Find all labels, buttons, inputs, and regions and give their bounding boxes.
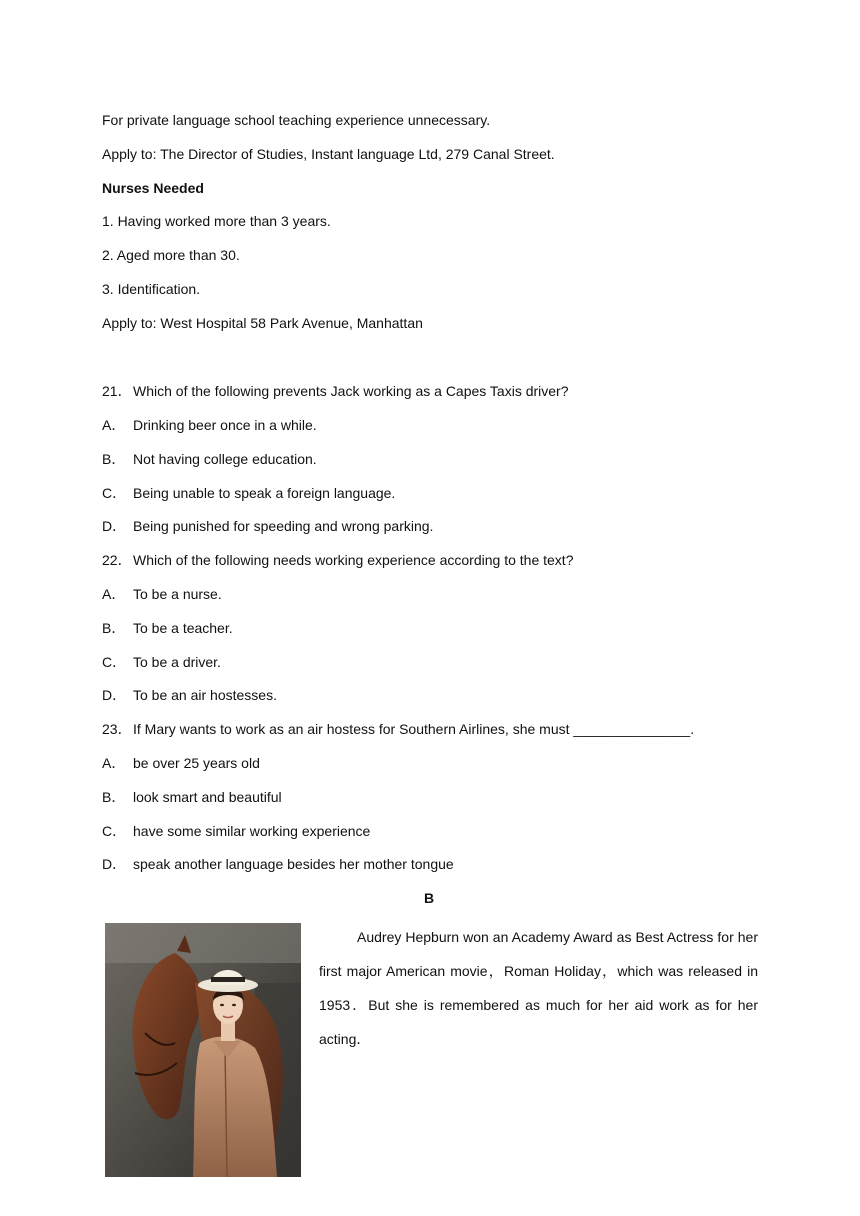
option-letter: A． <box>102 586 126 602</box>
option-text: Being unable to speak a foreign language. <box>133 485 396 501</box>
option-letter: B． <box>102 620 126 636</box>
teacher-ad-apply: Apply to: The Director of Studies, Instant language Ltd, 279 Canal Street. <box>102 146 555 162</box>
question-number: 22． <box>102 552 132 568</box>
question-number: 23． <box>102 721 132 737</box>
nurses-requirement-3: 3. Identification. <box>102 281 201 297</box>
nurses-heading: Nurses Needed <box>102 180 204 196</box>
option-letter: C． <box>102 823 127 839</box>
option-letter: B． <box>102 451 126 467</box>
option-21-a <box>102 416 317 434</box>
option-text: Not having college education. <box>133 451 317 467</box>
option-21-c <box>102 484 395 502</box>
option-text: have some similar working experience <box>133 823 371 839</box>
option-text: To be a driver. <box>133 654 221 670</box>
option-22-d <box>102 686 277 704</box>
option-letter: C． <box>102 485 127 501</box>
question-text: Which of the following prevents Jack working as a Capes Taxis driver? <box>133 383 569 399</box>
option-text: be over 25 years old <box>133 755 260 771</box>
option-23-b <box>102 788 282 806</box>
option-21-b <box>102 450 317 468</box>
option-letter: D． <box>102 856 127 872</box>
question-text: Which of the following needs working experience according to the text? <box>133 552 574 568</box>
question-number: 21． <box>102 383 132 399</box>
question-21 <box>102 382 569 400</box>
option-text: To be an air hostesses. <box>133 687 277 703</box>
option-21-d <box>102 517 433 535</box>
option-text: speak another language besides her mother tongue <box>133 856 454 872</box>
option-letter: D． <box>102 518 127 534</box>
photo-illustration <box>105 923 301 1177</box>
section-b-paragraph: Audrey Hepburn won an Academy Award as Best Actress for her first major American movie，Roman Holiday，which was released in 1953．But she is remembered as much for her aid work as for her acting． <box>319 929 758 1047</box>
question-22 <box>102 551 573 569</box>
option-letter: A． <box>102 755 126 771</box>
option-letter: B． <box>102 789 126 805</box>
audrey-hepburn-photo <box>105 923 301 1177</box>
nurses-requirement-2: 2. Aged more than 30. <box>102 247 240 263</box>
option-text: To be a teacher. <box>133 620 233 636</box>
option-23-a <box>102 754 260 772</box>
teacher-ad-note: For private language school teaching experience unnecessary. <box>102 112 491 128</box>
question-text: If Mary wants to work as an air hostess for Southern Airlines, she must _______________. <box>133 721 695 737</box>
nurses-apply: Apply to: West Hospital 58 Park Avenue, Manhattan <box>102 315 423 331</box>
option-letter: D． <box>102 687 127 703</box>
option-22-c <box>102 653 221 671</box>
option-22-a <box>102 585 222 603</box>
option-text: Being punished for speeding and wrong parking. <box>133 518 434 534</box>
section-b-heading: B <box>424 890 435 906</box>
option-letter: C． <box>102 654 127 670</box>
nurses-requirement-1: 1. Having worked more than 3 years. <box>102 213 331 229</box>
option-22-b <box>102 619 233 637</box>
option-letter: A． <box>102 417 126 433</box>
option-text: To be a nurse. <box>133 586 222 602</box>
option-text: Drinking beer once in a while. <box>133 417 317 433</box>
option-23-d <box>102 855 454 873</box>
option-text: look smart and beautiful <box>133 789 282 805</box>
option-23-c <box>102 822 370 840</box>
question-23 <box>102 720 694 738</box>
